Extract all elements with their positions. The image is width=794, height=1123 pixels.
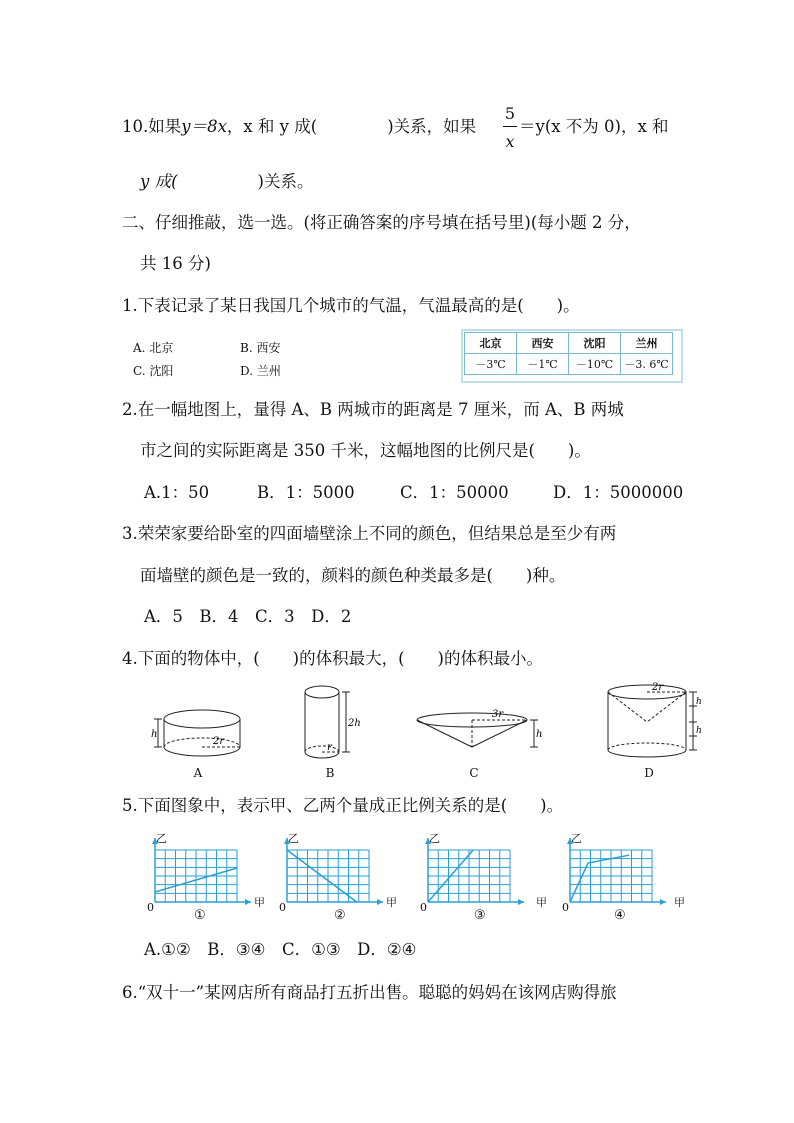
q10-frac-den: x	[505, 132, 515, 151]
q5-y-label: 乙	[288, 832, 299, 845]
q1-option-c[interactable]: C. 沈阳	[133, 364, 174, 378]
dim-label: h	[151, 729, 158, 740]
q4-figure-b	[300, 684, 365, 764]
x-axis-arrow	[518, 899, 524, 905]
dim-label: h	[696, 697, 702, 707]
q10-line2	[140, 172, 313, 192]
x-axis-arrow	[660, 899, 666, 905]
q5-origin: 0	[420, 901, 427, 914]
q1-option-b[interactable]: B. 西安	[240, 341, 281, 355]
q10-frac-num: 5	[504, 104, 516, 123]
q5-origin: 0	[562, 901, 569, 914]
q3-options[interactable]: A．5 B．4 C．3 D．2	[144, 607, 352, 626]
x-axis-arrow	[245, 899, 251, 905]
q5-y-label: 乙	[571, 832, 582, 845]
q10-line2-end: )关系。	[257, 172, 314, 191]
q5-x-label: 甲	[674, 896, 685, 909]
dim-label: 2h	[348, 718, 361, 729]
q4-label-c: C	[469, 766, 479, 780]
cylinder-a-bottom	[164, 747, 240, 756]
q4-figure-d	[600, 682, 705, 762]
q1-table-header: 北京	[465, 333, 517, 354]
section2-title-line1: 二、仔细推敲，选一选。(将正确答案的序号填在括号里)(每小题 2 分，	[122, 213, 641, 232]
q2-option-c[interactable]: C．1：50000	[400, 483, 509, 502]
q10-eq1: y＝8x	[181, 117, 227, 136]
q3-line1: 3.荣荣家要给卧室的四面墙壁涂上不同的颜色，但结果总是至少有两	[122, 524, 617, 543]
cylinder-b-top	[305, 686, 339, 698]
q5-graph-label-2: ②	[334, 908, 346, 923]
q4-figure-c	[410, 705, 545, 755]
q2-line2: 市之间的实际距离是 350 千米，这幅地图的比例尺是( )。	[140, 441, 591, 460]
q2-option-d[interactable]: D．1：5000000	[553, 483, 684, 502]
x-axis-arrow	[377, 899, 383, 905]
q4-label-b: B	[325, 766, 335, 780]
q4-label-d: D	[644, 766, 654, 780]
q1-table-header: 兰州	[621, 333, 673, 354]
q4-label-a: A	[193, 766, 203, 780]
q1-table-cell: －10℃	[569, 354, 621, 375]
dim-label: r	[327, 742, 332, 753]
q5-graph-label-3: ③	[474, 908, 486, 923]
q10-frac-bar	[503, 126, 517, 127]
dim-label: 3r	[492, 709, 504, 720]
dim-label: h	[696, 726, 702, 736]
q1-text: 1.下表记录了某日我国几个城市的气温，气温最高的是( )。	[122, 296, 580, 315]
q1-table-header-row	[465, 333, 673, 354]
q5-options[interactable]: A.①② B．③④ C．①③ D．②④	[144, 940, 417, 959]
q5-origin: 0	[279, 901, 286, 914]
dim-label: 2r	[213, 736, 225, 747]
q2-line1: 2.在一幅地图上，量得 A、B 两城市的距离是 7 厘米，而 A、B 两城	[122, 400, 624, 419]
q5-y-label: 乙	[429, 832, 440, 845]
q5-y-label: 乙	[156, 832, 167, 845]
q2-option-b[interactable]: B．1：5000	[257, 483, 355, 502]
q10-line2-start: y 成(	[140, 172, 178, 191]
q1-table-cell: －1℃	[517, 354, 569, 375]
q2-option-a[interactable]: A.1：50	[144, 483, 210, 502]
series-line	[570, 855, 629, 902]
q10-line1	[122, 117, 476, 137]
q10-eq2: ＝y(x 不为 0)，x 和	[519, 117, 669, 136]
q1-table-cell: －3℃	[465, 354, 517, 375]
q1-table-header: 沈阳	[569, 333, 621, 354]
q10-mid: ，x 和 y 成(	[226, 117, 318, 136]
cylinder-a-top	[164, 710, 240, 728]
q4-text: 4.下面的物体中，( )的体积最大，( )的体积最小。	[122, 649, 543, 668]
section2-title-line2: 共 16 分)	[140, 254, 211, 273]
q5-text: 5.下面图象中，表示甲、乙两个量成正比例关系的是( )。	[122, 796, 564, 815]
q1-table-value-row	[465, 354, 673, 375]
q5-x-label: 甲	[254, 896, 265, 909]
q1-temperature-table	[464, 332, 673, 375]
q5-x-label: 甲	[386, 896, 397, 909]
q5-origin: 0	[147, 901, 154, 914]
q3-line2: 面墙壁的颜色是一致的，颜料的颜色种类最多是( )种。	[140, 566, 566, 585]
dim-label: h	[536, 729, 543, 740]
q5-graph-label-1: ①	[194, 908, 206, 923]
q5-x-label: 甲	[536, 896, 547, 909]
q10-close1: )关系，如果	[387, 117, 477, 136]
dim-label: 2r	[652, 682, 664, 693]
q5-graph-label-4: ④	[614, 908, 626, 923]
q1-table-header: 西安	[517, 333, 569, 354]
q6-text: 6.“双十一”某网店所有商品打五折出售。聪聪的妈妈在该网店购得旅	[122, 983, 617, 1002]
q10-prefix: 10.如果	[122, 117, 182, 136]
q1-option-d[interactable]: D. 兰州	[240, 364, 281, 378]
q4-figure-a	[150, 705, 245, 760]
q1-option-a[interactable]: A. 北京	[133, 341, 174, 355]
q1-table-cell: －3. 6℃	[621, 354, 673, 375]
